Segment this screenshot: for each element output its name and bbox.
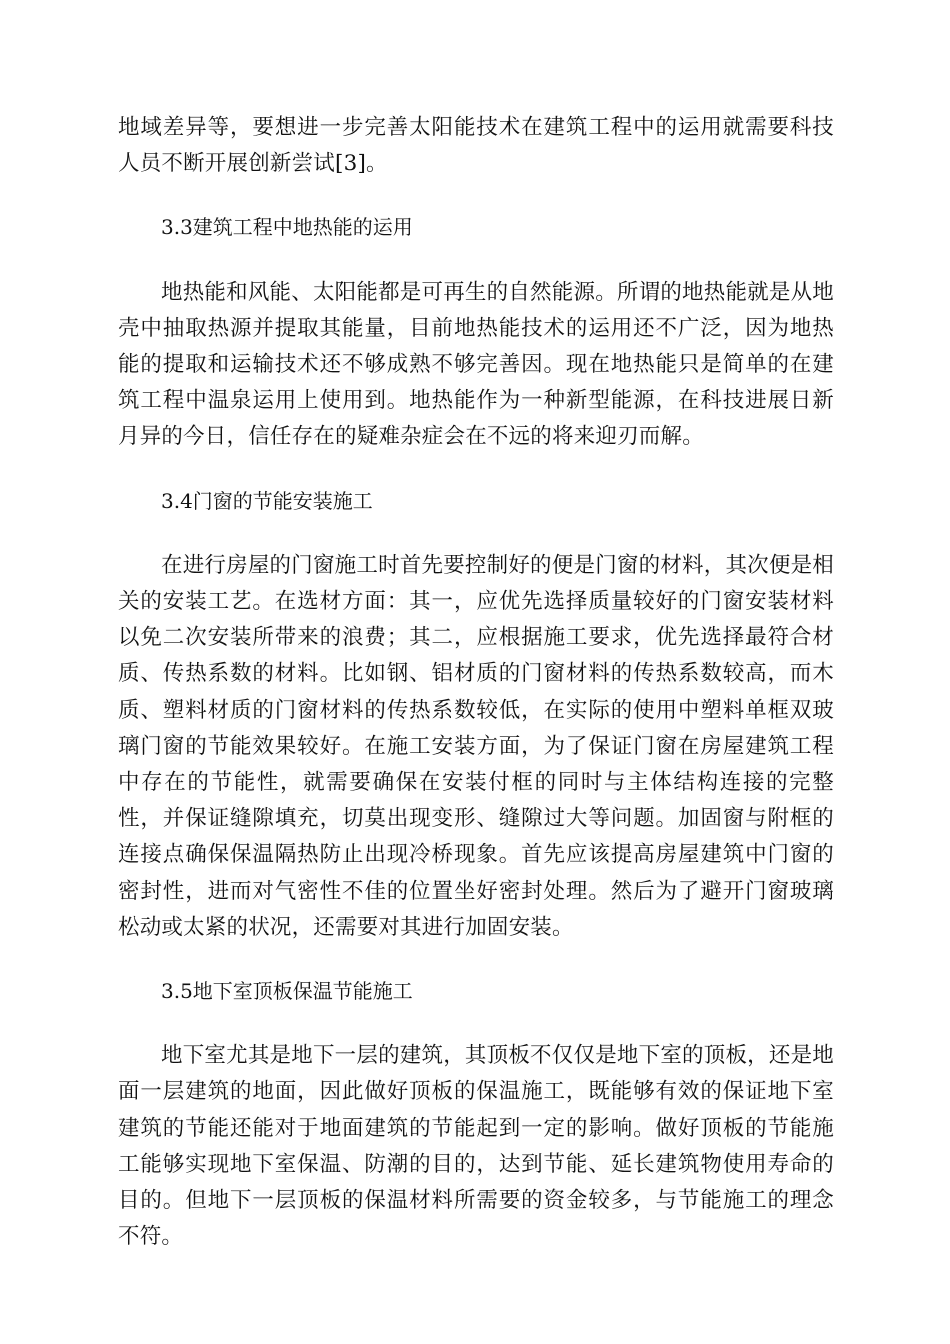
paragraph-basement: 地下室尤其是地下一层的建筑，其顶板不仅仅是地下室的顶板，还是地面一层建筑的地面，因此做好顶板的保温施工，既能够有效的保证地下室建筑的节能还能对于地面建筑的节能起到一定的影响。做好顶板的节能施工能够实现地下室保温、防潮的目的，达到节能、延长建筑物使用寿命的目的。但地下一层顶板的保温材料所需要的资金较多，与节能施工的理念不符。: [118, 1043, 834, 1250]
section-heading-3-4: 3.4门窗的节能安装施工: [161, 488, 373, 513]
spacer: [118, 456, 834, 483]
document-page: [118, 110, 834, 1255]
paragraph-geothermal: 地热能和风能、太阳能都是可再生的自然能源。所谓的地热能就是从地壳中抽取热源并提取其能量，目前地热能技术的运用还不广泛，因为地热能的提取和运输技术还不够成熟不够完善因。现在地热能只是简单的在建筑工程中温泉运用上使用到。地热能作为一种新型能源，在科技进展日新月异的今日，信任存在的疑难杂症会在不远的将来迎刃而解。: [118, 279, 834, 450]
spacer: [118, 246, 834, 275]
section-heading-3-5: 3.5地下室顶板保温节能施工: [161, 979, 413, 1004]
section-heading-3-3: 3.3建筑工程中地热能的运用: [161, 215, 413, 240]
paragraph-intro: 地域差异等，要想进一步完善太阳能技术在建筑工程中的运用就需要科技人员不断开展创新尝试[3]。: [118, 115, 834, 177]
paragraph-windows: 在进行房屋的门窗施工时首先要控制好的便是门窗的材料，其次便是相关的安装工艺。在选材方面：其一，应优先选择质量较好的门窗安装材料以免二次安装所带来的浪费；其二，应根据施工要求，优先选择最符合材质、传热系数的材料。比如钢、铝材质的门窗材料的传热系数较高，而木质、塑料材质的门窗材料的传热系数较低，在实际的使用中塑料单框双玻璃门窗的节能效果较好。在施工安装方面，为了保证门窗在房屋建筑工程中存在的节能性，就需要确保在安装付框的同时与主体结构连接的完整性，并保证缝隙填充，切莫出现变形、缝隙过大等问题。加固窗与附框的连接点确保保温隔热防止出现冷桥现象。首先应该提高房屋建筑中门窗的密封性，进而对气密性不佳的位置坐好密封处理。然后为了避开门窗玻璃松动或太紧的状况，还需要对其进行加固安装。: [118, 552, 834, 940]
spacer: [118, 1009, 834, 1038]
spacer: [118, 519, 834, 548]
spacer: [118, 182, 834, 209]
spacer: [118, 946, 834, 973]
